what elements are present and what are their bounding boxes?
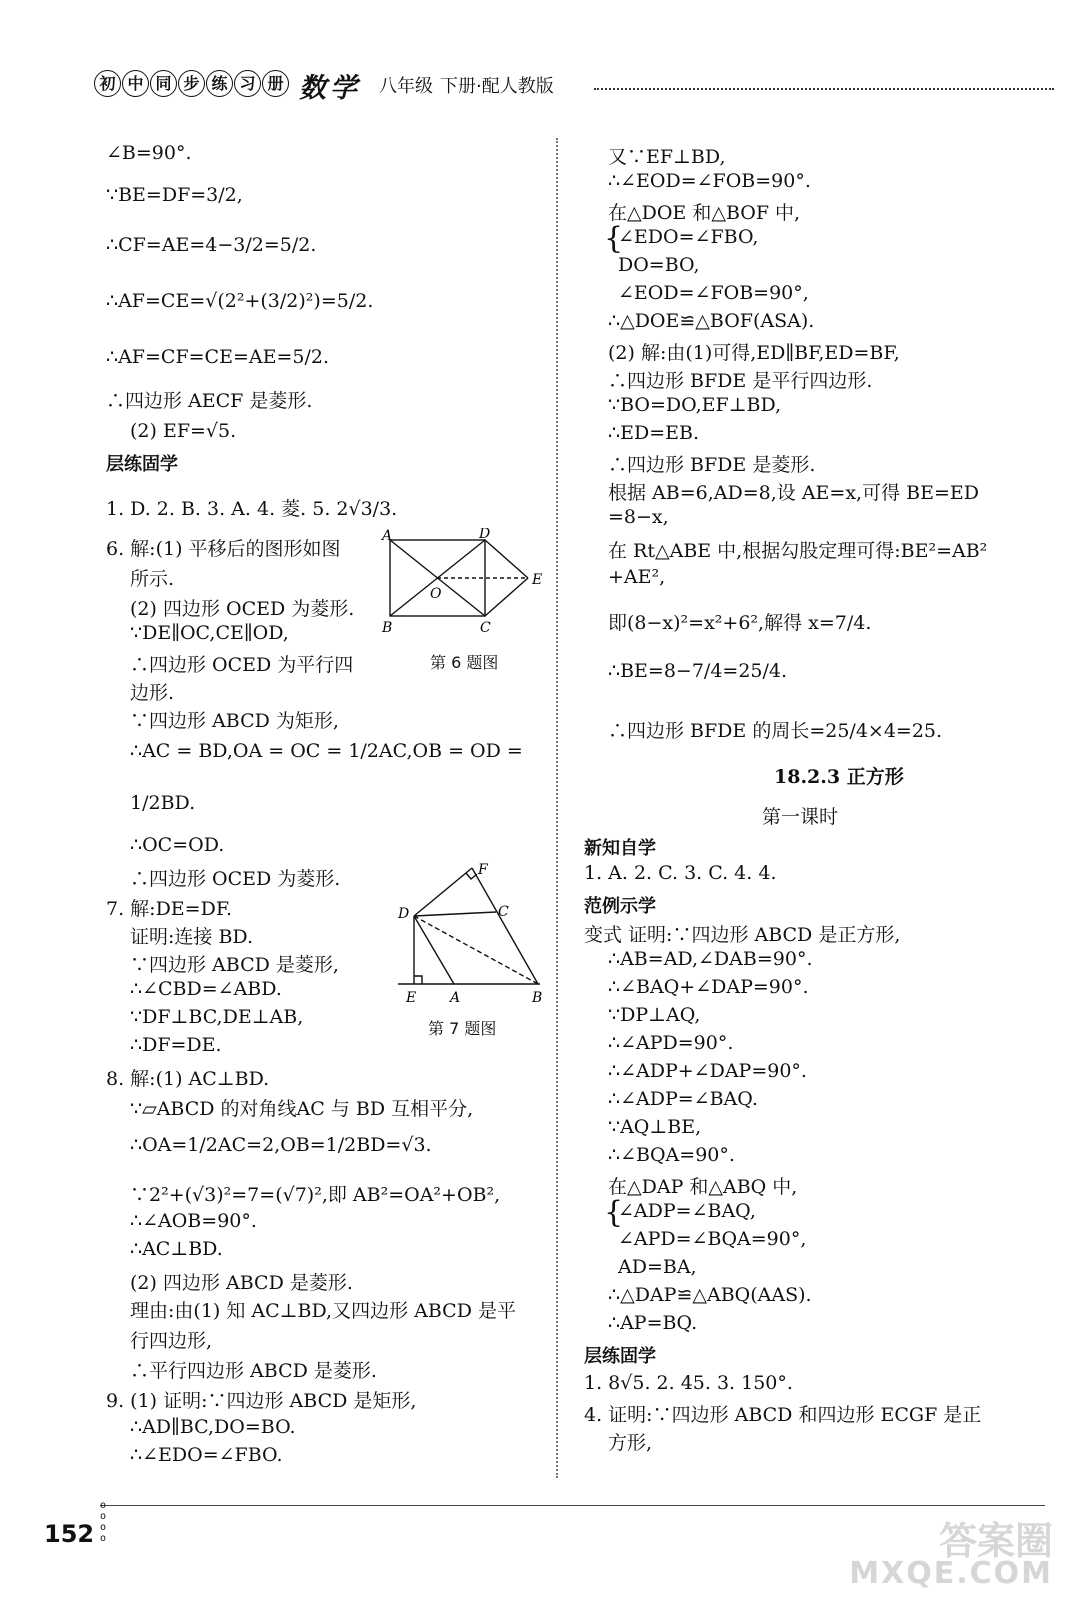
text-line: ∵DF⊥BC,DE⊥AB, [130, 1006, 304, 1028]
lesson-title: 第一课时 [762, 806, 839, 828]
series-char: 初 [94, 70, 121, 97]
series-char: 练 [206, 70, 233, 97]
text-line: (2) 四边形 OCED 为菱形. [130, 598, 355, 620]
figure-6-caption: 第 6 题图 [430, 653, 499, 672]
fig6-label-b: B [382, 620, 393, 636]
text-line: 1/2BD. [130, 792, 196, 814]
text-line: ∴AC = BD,OA = OC = 1/2AC,OB = OD = [130, 740, 523, 762]
text-line: ∵BO=DO,EF⊥BD, [608, 394, 782, 416]
text-line: =8−x, [608, 506, 669, 528]
text-line: ∴△DOE≌△BOF(ASA). [608, 310, 815, 332]
subject-title: 数学 [299, 73, 361, 104]
text-line: ∴AB=AD,∠DAB=90°. [608, 948, 813, 970]
section-heading: 层练固学 [106, 454, 178, 475]
section-heading: 范例示学 [584, 896, 656, 917]
page-header [94, 68, 1054, 104]
text-line: 4. 证明:∵四边形 ABCD 和四边形 ECGF 是正 [584, 1404, 982, 1426]
text-line: 1. 8√5. 2. 45. 3. 150°. [584, 1372, 793, 1394]
text-line: ∵四边形 ABCD 是菱形, [130, 954, 339, 976]
text-line: ∴AF=CF=CE=AE=5/2. [106, 346, 330, 368]
text-line: ∴四边形 BFDE 是平行四边形. [608, 370, 873, 392]
text-line: ∴∠EOD=∠FOB=90°. [608, 170, 811, 192]
section-heading: 层练固学 [584, 1346, 656, 1367]
text-line: AD=BA, [618, 1256, 697, 1278]
edition-label: 下册·配人教版 [440, 76, 554, 97]
text-line: ∴∠CBD=∠ABD. [130, 978, 282, 1000]
text-line: 方形, [608, 1432, 653, 1454]
text-line: ∴AF=CE=√(2²+(3/2)²)=5/2. [106, 290, 374, 312]
text-line: 根据 AB=6,AD=8,设 AE=x,可得 BE=ED [608, 482, 979, 504]
fig6-label-d: D [479, 528, 491, 542]
text-line: ∴四边形 OCED 为菱形. [130, 868, 341, 890]
text-line: 即(8−x)²=x²+6²,解得 x=7/4. [608, 612, 872, 634]
series-title [94, 70, 289, 97]
figure-6 [380, 528, 550, 646]
text-line: ∠EDO=∠FBO, [618, 226, 759, 248]
text-line: 又∵EF⊥BD, [608, 146, 726, 168]
watermark-url: MXQE.COM [849, 1556, 1053, 1591]
text-line: ∴∠APD=90°. [608, 1032, 734, 1054]
fig6-label-e: E [532, 572, 543, 588]
series-char: 同 [150, 70, 177, 97]
brace-icon: { [604, 221, 624, 256]
text-line: (2) 解:由(1)可得,ED∥BF,ED=BF, [608, 342, 900, 364]
text-line: DO=BO, [618, 254, 700, 276]
text-line: ∴∠BQA=90°. [608, 1144, 735, 1166]
text-line: ∵BE=DF=3/2, [106, 184, 243, 206]
text-line: ∴DF=DE. [130, 1034, 222, 1056]
text-line: 行四边形, [130, 1330, 213, 1352]
text-line: ∴OC=OD. [130, 834, 225, 856]
grade-label: 八年级 [379, 76, 433, 97]
text-line: ∵DE∥OC,CE∥OD, [130, 622, 289, 644]
text-line: +AE², [608, 566, 666, 588]
text-line: 在△DOE 和△BOF 中, [608, 202, 801, 224]
fig6-label-c: C [480, 620, 491, 636]
text-line: ∴△DAP≌△ABQ(AAS). [608, 1284, 812, 1306]
header-dotted-rule [594, 88, 1054, 90]
watermark-logo: 答案圈 [938, 1519, 1053, 1563]
text-line: 所示. [130, 568, 175, 590]
text-line: 理由:由(1) 知 AC⊥BD,又四边形 ABCD 是平 [130, 1300, 516, 1322]
text-line: 边形. [130, 682, 175, 704]
fig6-label-a: A [382, 528, 393, 544]
text-line: ∵DP⊥AQ, [608, 1004, 701, 1026]
text-line: (2) EF=√5. [130, 420, 237, 442]
text-line: 1. A. 2. C. 3. C. 4. 4. [584, 862, 777, 884]
series-char: 习 [234, 70, 261, 97]
text-line: 6. 解:(1) 平移后的图形如图 [106, 538, 341, 560]
fig6-label-o: O [430, 586, 442, 602]
fig7-label-b: B [532, 990, 543, 1006]
text-line: ∴∠ADP+∠DAP=90°. [608, 1060, 807, 1082]
brace-icon: { [604, 1195, 624, 1230]
text-line: ∵2²+(√3)²=7=(√7)²,即 AB²=OA²+OB², [130, 1184, 501, 1206]
text-line: ∵▱ABCD 的对角线AC 与 BD 互相平分, [130, 1098, 474, 1120]
text-line: 变式 证明:∵四边形 ABCD 是正方形, [584, 924, 901, 946]
footer-rule [100, 1505, 1045, 1506]
series-char: 步 [178, 70, 205, 97]
page-number: 152 [44, 1520, 95, 1548]
text-line: ∴AD∥BC,DO=BO. [130, 1416, 296, 1438]
text-line: ∠ADP=∠BAQ, [618, 1200, 756, 1222]
text-line: ∵AQ⊥BE, [608, 1116, 702, 1138]
section-heading: 新知自学 [584, 838, 656, 859]
series-char: 中 [122, 70, 149, 97]
text-line: ∠APD=∠BQA=90°, [618, 1228, 807, 1250]
fig7-label-e: E [406, 990, 417, 1006]
text-line: 9. (1) 证明:∵四边形 ABCD 是矩形, [106, 1390, 417, 1412]
text-line: 7. 解:DE=DF. [106, 898, 233, 920]
figure-7 [390, 860, 550, 1010]
text-line: ∴∠BAQ+∠DAP=90°. [608, 976, 809, 998]
fig7-label-f: F [478, 862, 488, 878]
section-title: 18.2.3 正方形 [774, 766, 904, 788]
text-line: ∴AP=BQ. [608, 1312, 698, 1334]
text-line: ∵四边形 ABCD 为矩形, [130, 710, 339, 732]
fig7-label-c: C [498, 904, 509, 920]
series-char: 册 [262, 70, 289, 97]
text-line: ∴OA=1/2AC=2,OB=1/2BD=√3. [130, 1134, 432, 1156]
text-line: 8. 解:(1) AC⊥BD. [106, 1068, 270, 1090]
text-line: ∴四边形 AECF 是菱形. [106, 390, 313, 412]
text-line: ∠B=90°. [106, 142, 192, 164]
text-line: ∴四边形 OCED 为平行四 [130, 654, 354, 676]
text-line: ∴平行四边形 ABCD 是菱形. [130, 1360, 377, 1382]
text-line: 1. D. 2. B. 3. A. 4. 菱. 5. 2√3/3. [106, 498, 398, 520]
text-line: 在△DAP 和△ABQ 中, [608, 1176, 798, 1198]
text-line: 证明:连接 BD. [130, 926, 253, 948]
text-line: ∴AC⊥BD. [130, 1238, 223, 1260]
text-line: 在 Rt△ABE 中,根据勾股定理可得:BE²=AB² [608, 540, 988, 562]
text-line: ∠EOD=∠FOB=90°, [618, 282, 809, 304]
text-line: ∴∠ADP=∠BAQ. [608, 1088, 758, 1110]
figure-7-caption: 第 7 题图 [428, 1019, 497, 1038]
fig7-label-a: A [450, 990, 461, 1006]
text-line: ∴四边形 BFDE 的周长=25/4×4=25. [608, 720, 943, 742]
text-line: ∴ED=EB. [608, 422, 699, 444]
fig7-label-d: D [398, 906, 410, 922]
footer-decoration: o o o o [100, 1500, 107, 1544]
text-line: ∴∠AOB=90°. [130, 1210, 257, 1232]
text-line: ∴CF=AE=4−3/2=5/2. [106, 234, 317, 256]
text-line: ∴∠EDO=∠FBO. [130, 1444, 283, 1466]
text-line: (2) 四边形 ABCD 是菱形. [130, 1272, 353, 1294]
text-line: ∴BE=8−7/4=25/4. [608, 660, 788, 682]
text-line: ∴四边形 BFDE 是菱形. [608, 454, 816, 476]
column-divider [556, 138, 558, 1478]
